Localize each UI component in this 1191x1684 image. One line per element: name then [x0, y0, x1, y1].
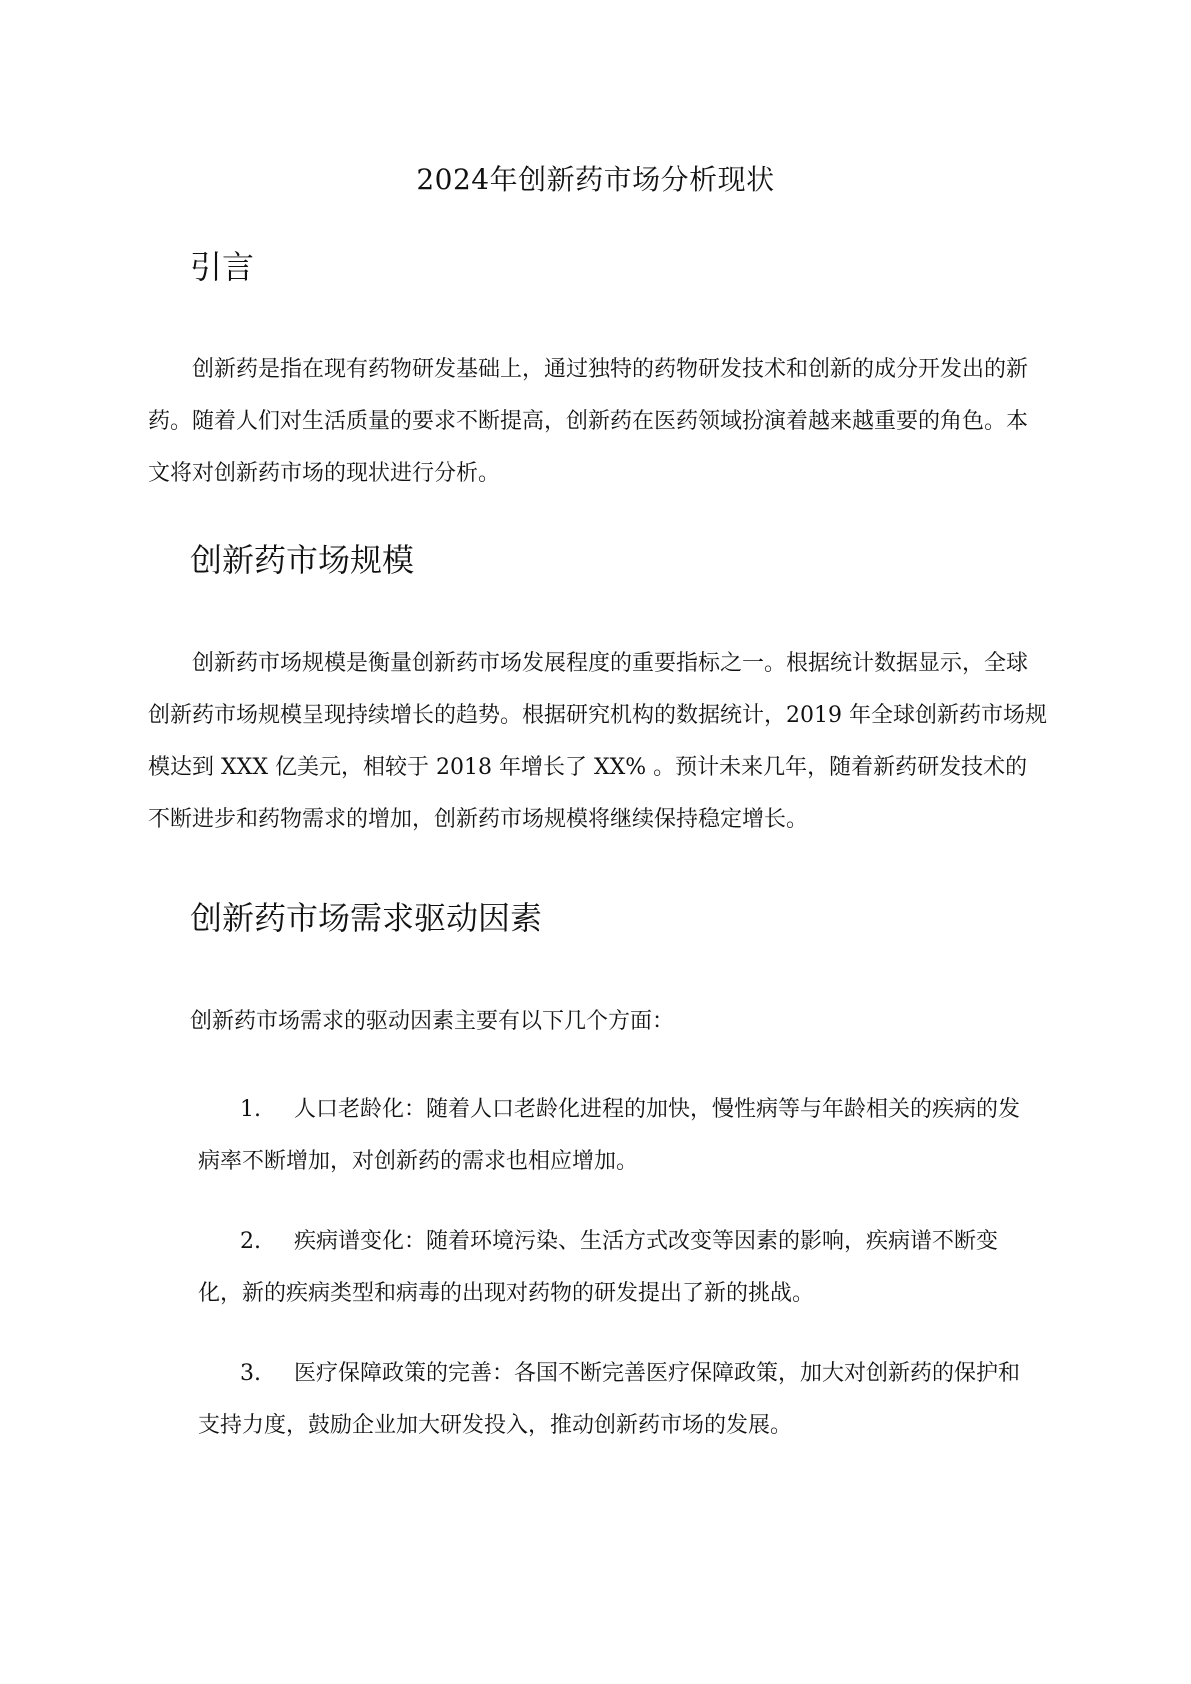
list-item-text: 疾病谱变化：随着环境污染、生活方式改变等因素的影响，疾病谱不断变化，新的疾病类型和病毒的出现对药物的研发提出了新的挑战。: [198, 1229, 999, 1306]
section-heading-introduction: 引言: [190, 248, 255, 286]
demand-drivers-intro: 创新药市场需求的驱动因素主要有以下几个方面：: [190, 1009, 675, 1034]
market-size-paragraph: 创新药市场规模是衡量创新药市场发展程度的重要指标之一。根据统计数据显示，全球创新药市场规模呈现持续增长的趋势。根据研究机构的数据统计，2019 年全球创新药市场规模达到 XXX 亿美元，相较于 2018 年增长了 XX% 。预计未来几年，随着新药研发技术的不断进步和药物需求的增加，创新药市场规模将继续保持稳定增长。: [148, 651, 1047, 832]
list-item-number: 2.: [240, 1229, 261, 1254]
section-heading-market-size: 创新药市场规模: [190, 541, 415, 579]
list-item: [198, 1084, 1038, 1188]
list-item: [198, 1216, 1038, 1320]
list-item-text: 人口老龄化：随着人口老龄化进程的加快，慢性病等与年龄相关的疾病的发病率不断增加，对创新药的需求也相应增加。: [198, 1097, 1021, 1174]
section-heading-demand-drivers: 创新药市场需求驱动因素: [190, 899, 543, 937]
list-item-number: 3.: [240, 1361, 261, 1386]
list-item: [198, 1348, 1038, 1452]
list-item-number: 1.: [240, 1097, 261, 1122]
introduction-paragraph: 创新药是指在现有药物研发基础上，通过独特的药物研发技术和创新的成分开发出的新药。随着人们对生活质量的要求不断提高，创新药在医药领域扮演着越来越重要的角色。本文将对创新药市场的现状进行分析。: [148, 357, 1029, 486]
document-title: 2024年创新药市场分析现状: [416, 163, 775, 196]
list-item-text: 医疗保障政策的完善：各国不断完善医疗保障政策，加大对创新药的保护和支持力度，鼓励企业加大研发投入，推动创新药市场的发展。: [198, 1361, 1021, 1438]
